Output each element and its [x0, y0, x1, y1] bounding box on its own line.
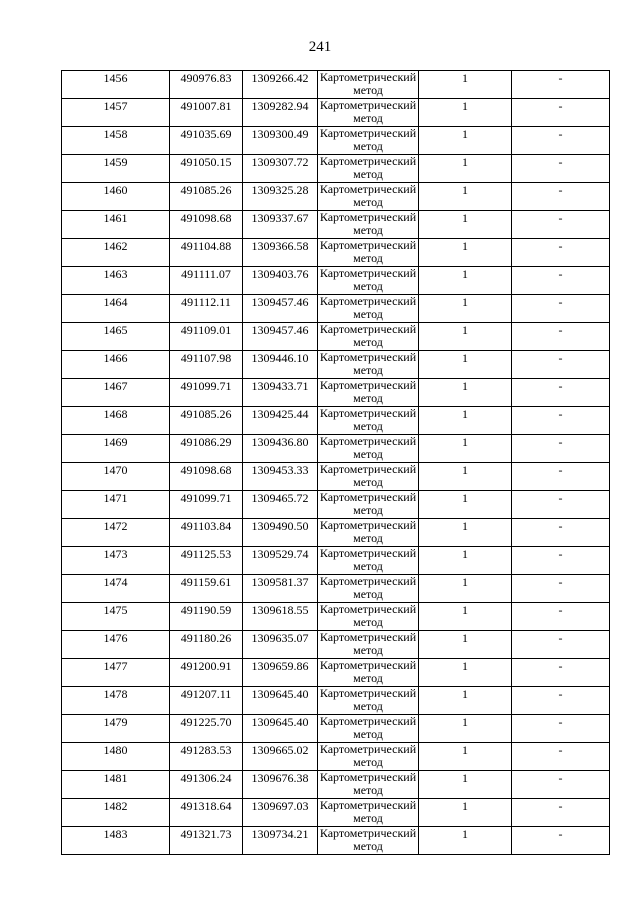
coordinates-table — [61, 70, 610, 855]
table-row — [62, 827, 610, 855]
point-number-cell: 1472 — [62, 519, 170, 547]
method-cell — [318, 827, 419, 855]
method-cell — [318, 491, 419, 519]
table-row — [62, 715, 610, 743]
table-row — [62, 99, 610, 127]
y-coordinate-cell: 1309659.86 — [243, 659, 318, 687]
x-coordinate-cell: 491200.91 — [170, 659, 243, 687]
method-cell — [318, 687, 419, 715]
method-cell — [318, 603, 419, 631]
method-text: Картометрический метод — [319, 659, 417, 685]
method-text: Картометрический метод — [319, 519, 417, 545]
point-number-cell: 1458 — [62, 127, 170, 155]
table-row — [62, 743, 610, 771]
point-number-cell: 1479 — [62, 715, 170, 743]
accuracy-cell: 1 — [419, 827, 512, 855]
accuracy-cell: 1 — [419, 547, 512, 575]
note-cell: - — [512, 575, 610, 603]
y-coordinate-cell: 1309457.46 — [243, 323, 318, 351]
method-cell — [318, 351, 419, 379]
x-coordinate-cell: 491112.11 — [170, 295, 243, 323]
accuracy-cell: 1 — [419, 211, 512, 239]
method-text: Картометрический метод — [319, 351, 417, 377]
accuracy-cell: 1 — [419, 491, 512, 519]
point-number-cell: 1460 — [62, 183, 170, 211]
method-cell — [318, 547, 419, 575]
x-coordinate-cell: 491125.53 — [170, 547, 243, 575]
table-row — [62, 799, 610, 827]
accuracy-cell: 1 — [419, 799, 512, 827]
accuracy-cell: 1 — [419, 631, 512, 659]
y-coordinate-cell: 1309734.21 — [243, 827, 318, 855]
note-cell: - — [512, 659, 610, 687]
y-coordinate-cell: 1309465.72 — [243, 491, 318, 519]
y-coordinate-cell: 1309581.37 — [243, 575, 318, 603]
table-row — [62, 463, 610, 491]
method-cell — [318, 71, 419, 99]
point-number-cell: 1465 — [62, 323, 170, 351]
note-cell: - — [512, 351, 610, 379]
x-coordinate-cell: 491190.59 — [170, 603, 243, 631]
table-row — [62, 603, 610, 631]
y-coordinate-cell: 1309300.49 — [243, 127, 318, 155]
x-coordinate-cell: 491104.88 — [170, 239, 243, 267]
point-number-cell: 1469 — [62, 435, 170, 463]
accuracy-cell: 1 — [419, 435, 512, 463]
method-text: Картометрический метод — [319, 183, 417, 209]
y-coordinate-cell: 1309665.02 — [243, 743, 318, 771]
note-cell: - — [512, 295, 610, 323]
note-cell: - — [512, 799, 610, 827]
note-cell: - — [512, 687, 610, 715]
method-cell — [318, 379, 419, 407]
method-cell — [318, 715, 419, 743]
x-coordinate-cell: 491283.53 — [170, 743, 243, 771]
table-row — [62, 323, 610, 351]
method-text: Картометрический метод — [319, 743, 417, 769]
table-row — [62, 211, 610, 239]
method-text: Картометрический метод — [319, 771, 417, 797]
y-coordinate-cell: 1309446.10 — [243, 351, 318, 379]
x-coordinate-cell: 491318.64 — [170, 799, 243, 827]
point-number-cell: 1473 — [62, 547, 170, 575]
y-coordinate-cell: 1309645.40 — [243, 715, 318, 743]
method-cell — [318, 295, 419, 323]
point-number-cell: 1477 — [62, 659, 170, 687]
x-coordinate-cell: 491085.26 — [170, 407, 243, 435]
note-cell: - — [512, 71, 610, 99]
note-cell: - — [512, 547, 610, 575]
y-coordinate-cell: 1309645.40 — [243, 687, 318, 715]
note-cell: - — [512, 715, 610, 743]
table-row — [62, 687, 610, 715]
note-cell: - — [512, 127, 610, 155]
point-number-cell: 1461 — [62, 211, 170, 239]
method-text: Картометрический метод — [319, 323, 417, 349]
method-text: Картометрический метод — [319, 435, 417, 461]
accuracy-cell: 1 — [419, 407, 512, 435]
point-number-cell: 1464 — [62, 295, 170, 323]
y-coordinate-cell: 1309529.74 — [243, 547, 318, 575]
table-row — [62, 575, 610, 603]
point-number-cell: 1475 — [62, 603, 170, 631]
note-cell: - — [512, 435, 610, 463]
table-body — [62, 71, 610, 855]
x-coordinate-cell: 491007.81 — [170, 99, 243, 127]
x-coordinate-cell: 491086.29 — [170, 435, 243, 463]
point-number-cell: 1466 — [62, 351, 170, 379]
table-row — [62, 631, 610, 659]
x-coordinate-cell: 491050.15 — [170, 155, 243, 183]
method-text: Картометрический метод — [319, 379, 417, 405]
note-cell: - — [512, 491, 610, 519]
x-coordinate-cell: 491107.98 — [170, 351, 243, 379]
note-cell: - — [512, 743, 610, 771]
point-number-cell: 1459 — [62, 155, 170, 183]
accuracy-cell: 1 — [419, 603, 512, 631]
point-number-cell: 1483 — [62, 827, 170, 855]
method-cell — [318, 323, 419, 351]
method-cell — [318, 239, 419, 267]
table-row — [62, 267, 610, 295]
point-number-cell: 1476 — [62, 631, 170, 659]
table-row — [62, 547, 610, 575]
point-number-cell: 1457 — [62, 99, 170, 127]
method-text: Картометрический метод — [319, 71, 417, 97]
method-text: Картометрический метод — [319, 491, 417, 517]
accuracy-cell: 1 — [419, 99, 512, 127]
note-cell: - — [512, 827, 610, 855]
method-cell — [318, 575, 419, 603]
accuracy-cell: 1 — [419, 351, 512, 379]
table-row — [62, 659, 610, 687]
x-coordinate-cell: 491099.71 — [170, 491, 243, 519]
x-coordinate-cell: 490976.83 — [170, 71, 243, 99]
note-cell: - — [512, 155, 610, 183]
point-number-cell: 1480 — [62, 743, 170, 771]
y-coordinate-cell: 1309266.42 — [243, 71, 318, 99]
point-number-cell: 1482 — [62, 799, 170, 827]
method-cell — [318, 435, 419, 463]
y-coordinate-cell: 1309325.28 — [243, 183, 318, 211]
y-coordinate-cell: 1309425.44 — [243, 407, 318, 435]
method-text: Картометрический метод — [319, 827, 417, 853]
method-cell — [318, 659, 419, 687]
point-number-cell: 1462 — [62, 239, 170, 267]
y-coordinate-cell: 1309366.58 — [243, 239, 318, 267]
table-row — [62, 491, 610, 519]
note-cell: - — [512, 379, 610, 407]
x-coordinate-cell: 491085.26 — [170, 183, 243, 211]
note-cell: - — [512, 267, 610, 295]
y-coordinate-cell: 1309697.03 — [243, 799, 318, 827]
point-number-cell: 1478 — [62, 687, 170, 715]
method-text: Картометрический метод — [319, 463, 417, 489]
x-coordinate-cell: 491111.07 — [170, 267, 243, 295]
table-row — [62, 295, 610, 323]
method-text: Картометрический метод — [319, 295, 417, 321]
note-cell: - — [512, 519, 610, 547]
y-coordinate-cell: 1309490.50 — [243, 519, 318, 547]
accuracy-cell: 1 — [419, 575, 512, 603]
accuracy-cell: 1 — [419, 463, 512, 491]
accuracy-cell: 1 — [419, 127, 512, 155]
x-coordinate-cell: 491098.68 — [170, 211, 243, 239]
x-coordinate-cell: 491159.61 — [170, 575, 243, 603]
y-coordinate-cell: 1309282.94 — [243, 99, 318, 127]
x-coordinate-cell: 491180.26 — [170, 631, 243, 659]
method-cell — [318, 155, 419, 183]
y-coordinate-cell: 1309307.72 — [243, 155, 318, 183]
point-number-cell: 1463 — [62, 267, 170, 295]
page-number: 241 — [308, 39, 332, 55]
x-coordinate-cell: 491207.11 — [170, 687, 243, 715]
note-cell: - — [512, 631, 610, 659]
method-text: Картометрический метод — [319, 407, 417, 433]
method-cell — [318, 267, 419, 295]
point-number-cell: 1456 — [62, 71, 170, 99]
table-row — [62, 771, 610, 799]
method-text: Картометрический метод — [319, 155, 417, 181]
x-coordinate-cell: 491109.01 — [170, 323, 243, 351]
x-coordinate-cell: 491225.70 — [170, 715, 243, 743]
x-coordinate-cell: 491103.84 — [170, 519, 243, 547]
method-cell — [318, 99, 419, 127]
note-cell: - — [512, 211, 610, 239]
method-cell — [318, 799, 419, 827]
table-row — [62, 239, 610, 267]
y-coordinate-cell: 1309453.33 — [243, 463, 318, 491]
point-number-cell: 1468 — [62, 407, 170, 435]
accuracy-cell: 1 — [419, 295, 512, 323]
y-coordinate-cell: 1309618.55 — [243, 603, 318, 631]
table-row — [62, 183, 610, 211]
table-row — [62, 407, 610, 435]
accuracy-cell: 1 — [419, 267, 512, 295]
accuracy-cell: 1 — [419, 71, 512, 99]
x-coordinate-cell: 491321.73 — [170, 827, 243, 855]
accuracy-cell: 1 — [419, 519, 512, 547]
accuracy-cell: 1 — [419, 771, 512, 799]
method-text: Картометрический метод — [319, 99, 417, 125]
method-cell — [318, 127, 419, 155]
note-cell: - — [512, 603, 610, 631]
method-cell — [318, 771, 419, 799]
method-text: Картометрический метод — [319, 603, 417, 629]
method-cell — [318, 631, 419, 659]
accuracy-cell: 1 — [419, 323, 512, 351]
point-number-cell: 1467 — [62, 379, 170, 407]
accuracy-cell: 1 — [419, 183, 512, 211]
y-coordinate-cell: 1309457.46 — [243, 295, 318, 323]
accuracy-cell: 1 — [419, 659, 512, 687]
accuracy-cell: 1 — [419, 687, 512, 715]
x-coordinate-cell: 491035.69 — [170, 127, 243, 155]
table-row — [62, 435, 610, 463]
method-text: Картометрический метод — [319, 687, 417, 713]
method-cell — [318, 519, 419, 547]
table-row — [62, 127, 610, 155]
method-text: Картометрический метод — [319, 547, 417, 573]
method-text: Картометрический метод — [319, 239, 417, 265]
method-text: Картометрический метод — [319, 267, 417, 293]
accuracy-cell: 1 — [419, 379, 512, 407]
method-text: Картометрический метод — [319, 575, 417, 601]
x-coordinate-cell: 491306.24 — [170, 771, 243, 799]
point-number-cell: 1471 — [62, 491, 170, 519]
table-row — [62, 155, 610, 183]
point-number-cell: 1474 — [62, 575, 170, 603]
table-row — [62, 519, 610, 547]
note-cell: - — [512, 239, 610, 267]
table-row — [62, 71, 610, 99]
y-coordinate-cell: 1309337.67 — [243, 211, 318, 239]
note-cell: - — [512, 771, 610, 799]
note-cell: - — [512, 183, 610, 211]
y-coordinate-cell: 1309403.76 — [243, 267, 318, 295]
note-cell: - — [512, 99, 610, 127]
y-coordinate-cell: 1309433.71 — [243, 379, 318, 407]
method-text: Картометрический метод — [319, 799, 417, 825]
note-cell: - — [512, 407, 610, 435]
method-text: Картометрический метод — [319, 715, 417, 741]
point-number-cell: 1481 — [62, 771, 170, 799]
note-cell: - — [512, 323, 610, 351]
x-coordinate-cell: 491099.71 — [170, 379, 243, 407]
method-cell — [318, 183, 419, 211]
table-row — [62, 379, 610, 407]
y-coordinate-cell: 1309436.80 — [243, 435, 318, 463]
method-cell — [318, 211, 419, 239]
accuracy-cell: 1 — [419, 743, 512, 771]
accuracy-cell: 1 — [419, 155, 512, 183]
method-cell — [318, 407, 419, 435]
x-coordinate-cell: 491098.68 — [170, 463, 243, 491]
method-text: Картометрический метод — [319, 211, 417, 237]
point-number-cell: 1470 — [62, 463, 170, 491]
method-text: Картометрический метод — [319, 127, 417, 153]
table-row — [62, 351, 610, 379]
accuracy-cell: 1 — [419, 715, 512, 743]
method-cell — [318, 743, 419, 771]
y-coordinate-cell: 1309676.38 — [243, 771, 318, 799]
method-cell — [318, 463, 419, 491]
accuracy-cell: 1 — [419, 239, 512, 267]
method-text: Картометрический метод — [319, 631, 417, 657]
note-cell: - — [512, 463, 610, 491]
y-coordinate-cell: 1309635.07 — [243, 631, 318, 659]
